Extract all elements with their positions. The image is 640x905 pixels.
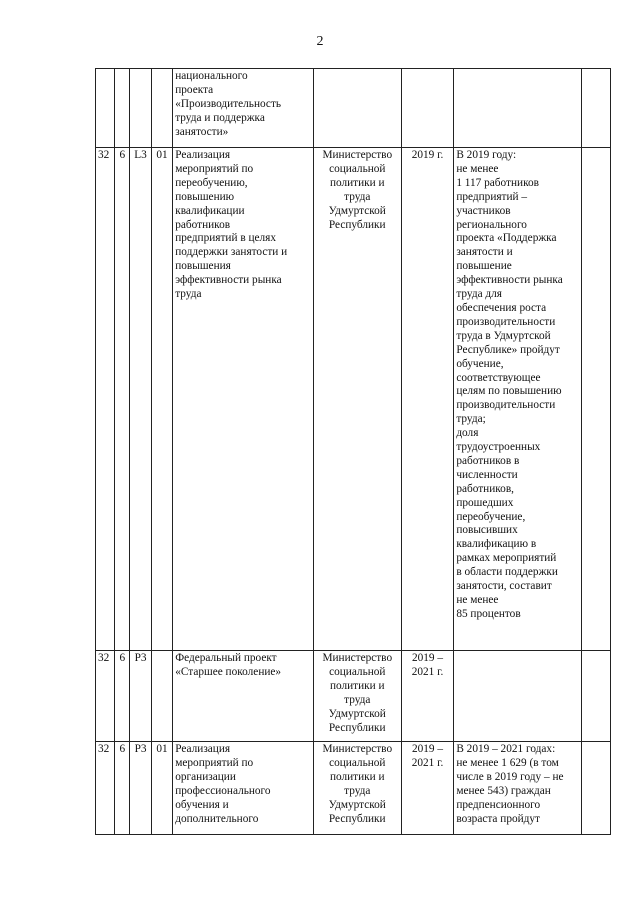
code-cell: 01 bbox=[151, 148, 172, 651]
page-number: 2 bbox=[316, 34, 324, 49]
code-cell: 6 bbox=[115, 148, 130, 651]
activity-name-cell: Реализация мероприятий по переобучению, повышению квалификации работников предприятий в целях поддержки занятости и повышения эффективности рынка труда bbox=[173, 148, 314, 651]
code-cell: 32 bbox=[96, 651, 115, 742]
activity-name-cell: Реализация мероприятий по организации профессионального обучения и дополнительного bbox=[173, 742, 314, 835]
code-cell bbox=[151, 69, 172, 148]
empty-cell bbox=[581, 148, 610, 651]
code-cell bbox=[115, 69, 130, 148]
table-row bbox=[96, 69, 611, 148]
empty-cell bbox=[581, 69, 610, 148]
code-cell bbox=[96, 69, 115, 148]
code-cell bbox=[130, 69, 151, 148]
responsible-cell: Министерство социальной политики и труда Удмуртской Республики bbox=[313, 651, 401, 742]
code-cell: P3 bbox=[130, 651, 151, 742]
code-cell bbox=[151, 651, 172, 742]
code-cell: 32 bbox=[96, 742, 115, 835]
empty-cell bbox=[581, 651, 610, 742]
table-row bbox=[96, 148, 611, 651]
code-cell: L3 bbox=[130, 148, 151, 651]
result-cell: В 2019 году: не менее 1 117 работников предприятий – участников регионального проекта «Поддержка занятости и повышение эффективности рынка труда для обеспечения роста производительности труда в Удмуртской Республике» пройдут обучение, соответствующее целям по повышению производительности труда; доля трудоустроенных работников в численности работников, прошедших переобучение, повысивших квалификацию в рамках мероприятий в области поддержки занятости, составит не менее 85 процентов bbox=[454, 148, 582, 651]
table-row bbox=[96, 651, 611, 742]
program-table bbox=[95, 68, 611, 835]
result-cell bbox=[454, 651, 582, 742]
code-cell: P3 bbox=[130, 742, 151, 835]
responsible-cell: Министерство социальной политики и труда Удмуртской Республики bbox=[313, 148, 401, 651]
result-cell bbox=[454, 69, 582, 148]
code-cell: 32 bbox=[96, 148, 115, 651]
code-cell: 01 bbox=[151, 742, 172, 835]
code-cell: 6 bbox=[115, 742, 130, 835]
period-cell: 2019 г. bbox=[401, 148, 454, 651]
period-cell: 2019 – 2021 г. bbox=[401, 651, 454, 742]
responsible-cell bbox=[313, 69, 401, 148]
activity-name-cell: Федеральный проект «Старшее поколение» bbox=[173, 651, 314, 742]
period-cell bbox=[401, 69, 454, 148]
responsible-cell: Министерство социальной политики и труда Удмуртской Республики bbox=[313, 742, 401, 835]
period-cell: 2019 – 2021 г. bbox=[401, 742, 454, 835]
empty-cell bbox=[581, 742, 610, 835]
result-cell: В 2019 – 2021 годах: не менее 1 629 (в том числе в 2019 году – не менее 543) граждан предпенсионного возраста пройдут bbox=[454, 742, 582, 835]
code-cell: 6 bbox=[115, 651, 130, 742]
activity-name-cell: национального проекта «Производительность труда и поддержка занятости» bbox=[173, 69, 314, 148]
table-row bbox=[96, 742, 611, 835]
